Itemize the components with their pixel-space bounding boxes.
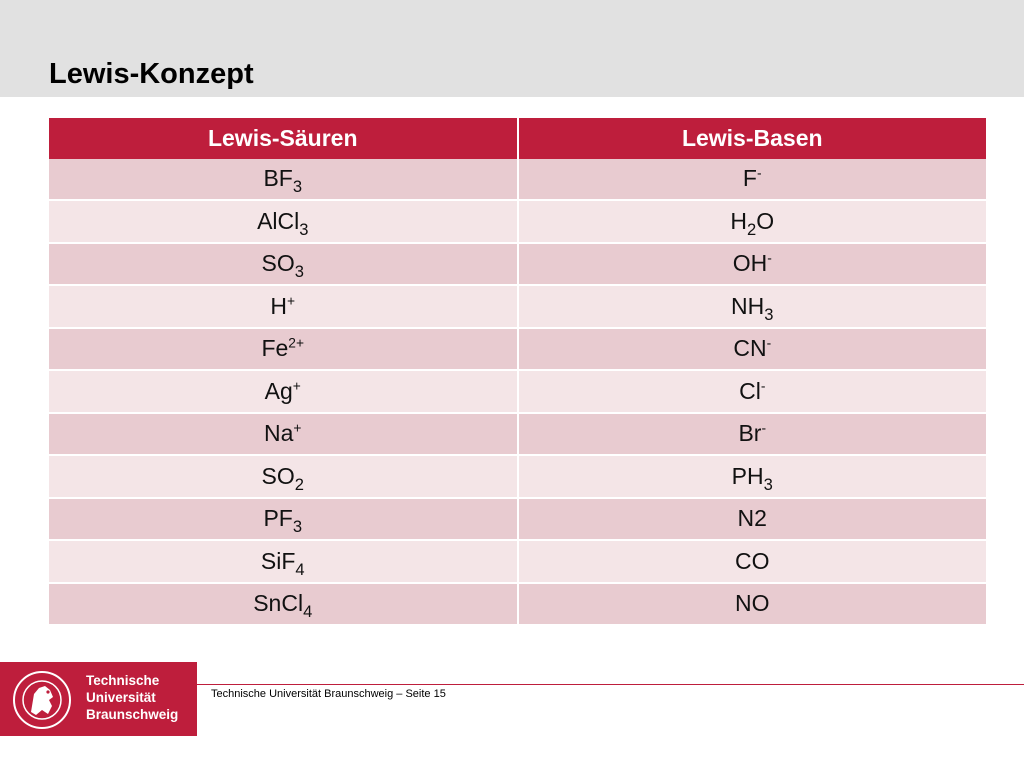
- table-header-row: [49, 118, 986, 159]
- table-row: [49, 498, 986, 541]
- formula-base: F: [742, 165, 757, 192]
- lewis-acid-cell: [49, 498, 518, 541]
- formula-charge: +: [293, 420, 302, 436]
- formula-base: Na: [264, 420, 294, 447]
- table-row: [49, 370, 986, 413]
- lewis-base-cell: [518, 370, 987, 413]
- logo-line-universitaet: Universität: [86, 690, 156, 705]
- formula-subscript: 4: [303, 602, 313, 622]
- logo-line-braunschweig: Braunschweig: [86, 707, 179, 722]
- formula-base: BF: [263, 165, 293, 192]
- formula-base: N2: [737, 505, 767, 532]
- formula-subscript: 2: [747, 219, 757, 239]
- formula-base: AlCl: [257, 207, 300, 234]
- formula-subscript: 4: [295, 559, 305, 579]
- lewis-base-cell: [518, 455, 987, 498]
- formula-base: SnCl: [253, 590, 304, 617]
- logo-wordmark: [86, 672, 178, 723]
- formula-charge: +: [287, 293, 296, 309]
- formula-subscript: 3: [292, 517, 303, 537]
- formula-base: Fe: [261, 335, 289, 362]
- lewis-acid-cell: [49, 413, 518, 456]
- formula-base: NH: [731, 292, 765, 319]
- table-row: [49, 200, 986, 243]
- lewis-acid-cell: [49, 540, 518, 583]
- lewis-acid-cell: [49, 200, 518, 243]
- logo-line-technische: Technische: [86, 673, 160, 688]
- lewis-acid-cell: [49, 455, 518, 498]
- lewis-base-cell: [518, 328, 987, 371]
- lewis-base-cell: [518, 498, 987, 541]
- formula-base: SO: [261, 462, 295, 489]
- formula-base: H: [730, 207, 748, 234]
- lewis-acid-cell: [49, 243, 518, 286]
- lewis-table: [49, 118, 986, 624]
- table-row: [49, 159, 986, 201]
- table-row: [49, 285, 986, 328]
- formula-charge: -: [760, 378, 766, 394]
- lewis-base-cell: [518, 583, 987, 625]
- formula-subscript: 2: [294, 474, 304, 494]
- slide-title: Lewis-Konzept: [49, 58, 254, 90]
- lewis-acid-cell: [49, 328, 518, 371]
- formula-subscript: 3: [299, 219, 309, 239]
- table-body: [49, 159, 986, 625]
- formula-base: PF: [263, 505, 293, 532]
- formula-base: H: [270, 292, 288, 319]
- table-row: [49, 455, 986, 498]
- formula-subscript: 3: [764, 304, 774, 324]
- university-seal-icon: [12, 670, 72, 730]
- lewis-base-cell: [518, 159, 987, 201]
- footer-separator: –: [396, 688, 403, 700]
- formula-base: SO: [261, 250, 295, 277]
- formula-base: SiF: [260, 547, 296, 574]
- formula-charge: -: [756, 165, 762, 181]
- lewis-base-cell: [518, 413, 987, 456]
- footer-institution: Technische Universität Braunschweig: [211, 688, 394, 700]
- lewis-acid-cell: [49, 285, 518, 328]
- formula-subscript: 3: [763, 474, 773, 494]
- footer-page-number: Seite 15: [405, 688, 446, 700]
- formula-charge: 2+: [288, 335, 305, 351]
- lewis-base-cell: [518, 285, 987, 328]
- formula-charge: -: [767, 250, 772, 266]
- formula-charge: -: [761, 420, 767, 436]
- lewis-base-cell: [518, 243, 987, 286]
- lewis-acid-cell: [49, 583, 518, 625]
- formula-base: Br: [738, 420, 762, 447]
- lewis-base-cell: [518, 540, 987, 583]
- tu-logo: [0, 662, 197, 736]
- table-row: [49, 328, 986, 371]
- formula-base: PH: [731, 462, 764, 489]
- header-lewis-acids: Lewis-Säuren: [49, 118, 518, 159]
- formula-base: CN: [733, 335, 767, 362]
- table-row: [49, 540, 986, 583]
- formula-base: Cl: [739, 377, 761, 404]
- formula-base: Ag: [264, 377, 293, 404]
- formula-base: CO: [735, 547, 770, 574]
- footer-divider: [197, 684, 1024, 685]
- lewis-acid-cell: [49, 159, 518, 201]
- formula-charge: +: [292, 378, 301, 394]
- lewis-base-cell: [518, 200, 987, 243]
- formula-base: OH: [732, 250, 768, 277]
- formula-charge: -: [766, 335, 772, 351]
- formula-tail: O: [756, 207, 775, 234]
- formula-subscript: 3: [294, 262, 304, 282]
- formula-subscript: 3: [292, 177, 303, 197]
- table-row: [49, 413, 986, 456]
- footer-text: [211, 688, 446, 700]
- table-row: [49, 243, 986, 286]
- table-row: [49, 583, 986, 625]
- header-lewis-bases: Lewis-Basen: [518, 118, 987, 159]
- formula-base: NO: [735, 590, 770, 617]
- lewis-acid-cell: [49, 370, 518, 413]
